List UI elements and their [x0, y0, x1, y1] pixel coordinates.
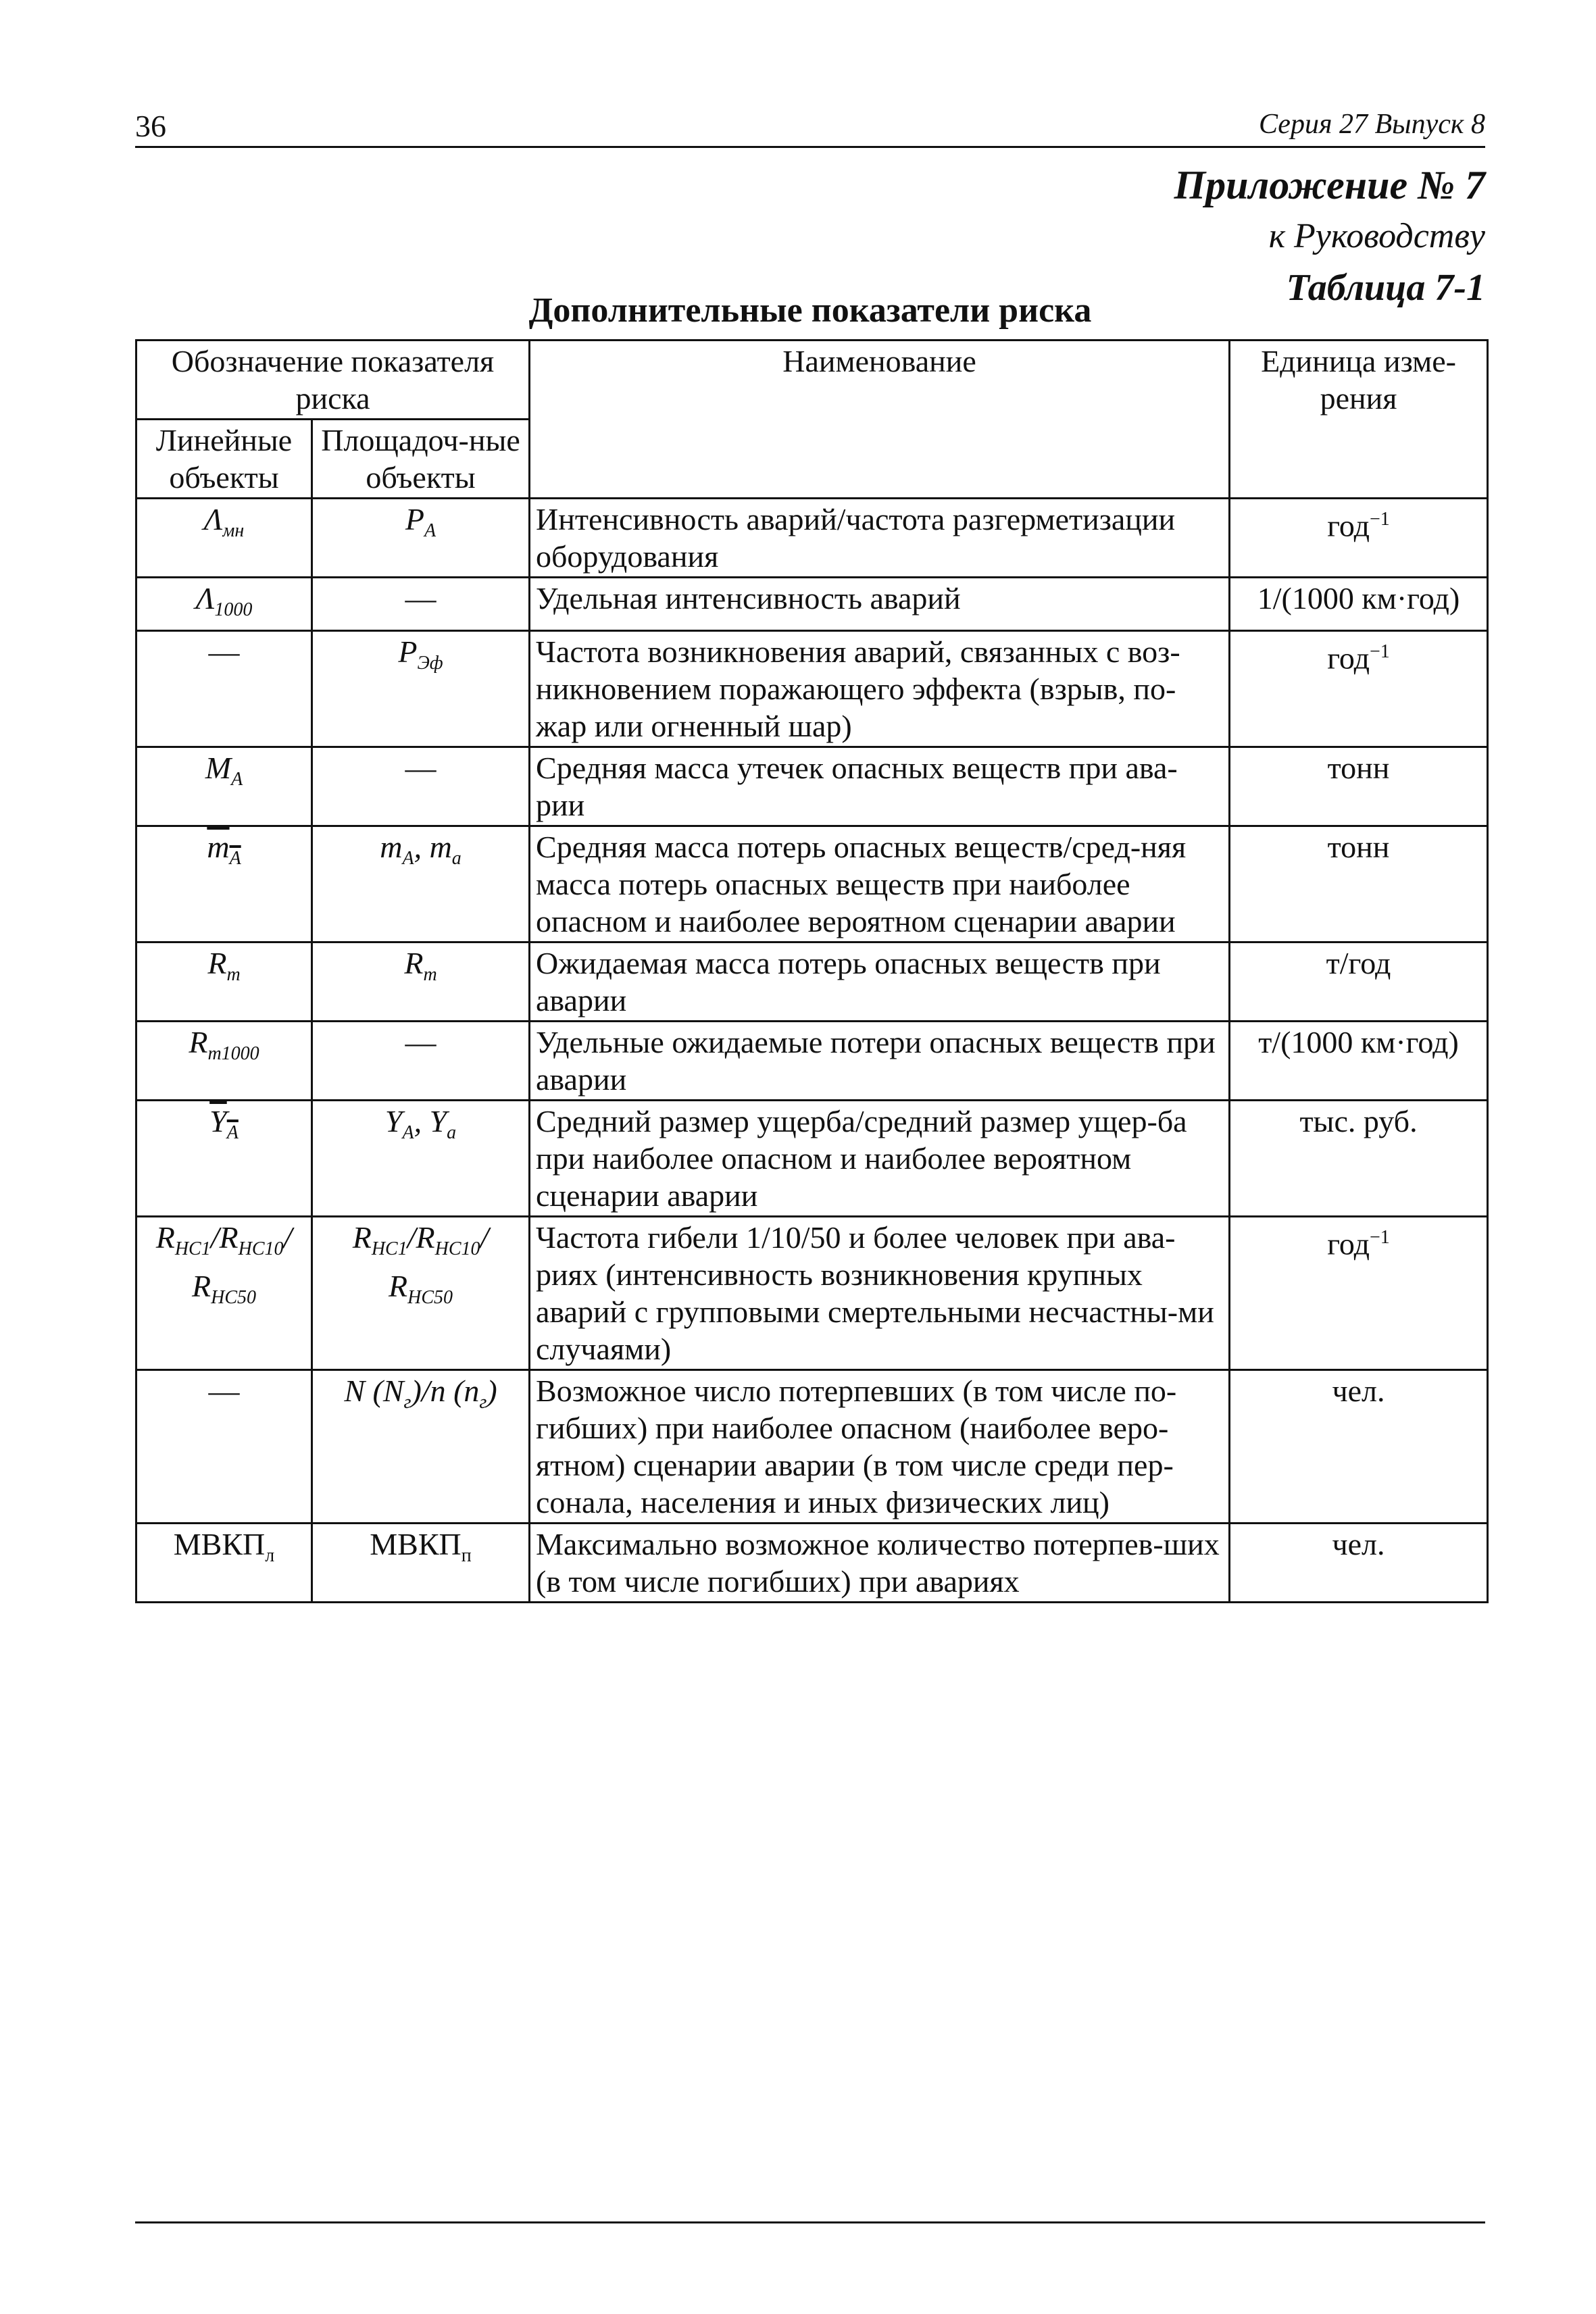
indicator-name: Удельная интенсивность аварий [530, 578, 1230, 631]
indicator-unit: год$^{-1}$ [1230, 631, 1488, 747]
linear-symbol: $МВКП_л$ [136, 1524, 312, 1603]
table-number: Таблица 7-1 [1286, 267, 1485, 309]
indicator-name: Средняя масса потерь опасных веществ/сред-няя масса потерь опасных веществ при наиболее опасном и наиболее вероятном сценарии аварии [530, 826, 1230, 942]
area-symbol: $P_A$ [312, 499, 530, 578]
indicator-unit: т/(1000 км·год) [1230, 1022, 1488, 1101]
indicator-unit: год$^{-1}$ [1230, 499, 1488, 578]
linear-symbol: $R_{НС1}/R_{НС10}/$ $R_{НС50}$ [136, 1217, 312, 1370]
indicator-unit: тыс. руб. [1230, 1101, 1488, 1217]
linear-symbol: $\Lambda_{1000}$ [136, 578, 312, 631]
linear-symbol: $m_A$ [136, 826, 312, 942]
risk-indicators-table [135, 339, 1489, 1603]
table-row [136, 1022, 1488, 1101]
appendix-reference: к Руководству [1268, 217, 1485, 255]
area-symbol: $m_A$, $m_a$ [312, 826, 530, 942]
linear-symbol: $Y_A$ [136, 1101, 312, 1217]
indicator-name: Ожидаемая масса потерь опасных веществ при аварии [530, 942, 1230, 1022]
indicator-name: Удельные ожидаемые потери опасных веществ при аварии [530, 1022, 1230, 1101]
indicator-unit: 1/(1000 км·год) [1230, 578, 1488, 631]
indicator-name: Средняя масса утечек опасных веществ при ава-рии [530, 747, 1230, 826]
table-row [136, 1370, 1488, 1524]
linear-symbol: — [136, 1370, 312, 1524]
page-header [135, 108, 1485, 148]
linear-symbol: $M_A$ [136, 747, 312, 826]
linear-symbol: $R_{m1000}$ [136, 1022, 312, 1101]
unit-header: Единица изме-рения [1230, 341, 1488, 499]
area-symbol: $МВКП_п$ [312, 1524, 530, 1603]
indicator-unit: тонн [1230, 747, 1488, 826]
linear-objects-header: Линейные объекты [136, 420, 312, 499]
area-symbol: $R_{НС1}/R_{НС10}/$ $R_{НС50}$ [312, 1217, 530, 1370]
linear-symbol: — [136, 631, 312, 747]
area-symbol: — [312, 1022, 530, 1101]
linear-symbol: $R_m$ [136, 942, 312, 1022]
table-row [136, 1101, 1488, 1217]
designation-header: Обозначение показателя риска [136, 341, 530, 420]
area-symbol: $R_m$ [312, 942, 530, 1022]
indicator-unit: чел. [1230, 1370, 1488, 1524]
table-row [136, 631, 1488, 747]
indicator-name: Частота возникновения аварий, связанных с воз-никновением поражающего эффекта (взрыв, по-жар или огненный шар) [530, 631, 1230, 747]
area-symbol: $P_{Эф}$ [312, 631, 530, 747]
name-header: Наименование [530, 341, 1230, 499]
indicator-name: Возможное число потерпевших (в том числе по-гибших) при наиболее опасном (наиболее веро-ятном) сценарии аварии (в том числе среди пер-сонала, населения и иных физических лиц) [530, 1370, 1230, 1524]
area-symbol: — [312, 747, 530, 826]
indicator-name: Интенсивность аварий/частота разгерметизации оборудования [530, 499, 1230, 578]
table-row [136, 942, 1488, 1022]
table-title: Дополнительные показатели риска [528, 291, 1092, 330]
table-row [136, 826, 1488, 942]
appendix-number: Приложение № 7 [1174, 163, 1485, 207]
indicator-name: Средний размер ущерба/средний размер ущер-ба при наиболее опасном и наиболее вероятном сценарии аварии [530, 1101, 1230, 1217]
linear-symbol: $\Lambda_{мн}$ [136, 499, 312, 578]
indicator-name: Частота гибели 1/10/50 и более человек при ава-риях (интенсивность возникновения крупных аварий с групповыми смертельными несчастны-ми случаями) [530, 1217, 1230, 1370]
header-row [136, 341, 1488, 420]
indicator-unit: тонн [1230, 826, 1488, 942]
table-row [136, 1217, 1488, 1370]
indicator-name: Максимально возможное количество потерпев-ших (в том числе погибших) при авариях [530, 1524, 1230, 1603]
page-bottom-rule [135, 2221, 1485, 2223]
indicator-unit: год$^{-1}$ [1230, 1217, 1488, 1370]
table-row [136, 499, 1488, 578]
area-symbol: $Y_A$, $Y_a$ [312, 1101, 530, 1217]
indicator-unit: т/год [1230, 942, 1488, 1022]
page-number: 36 [135, 109, 166, 143]
area-objects-header: Площадоч-ные объекты [312, 420, 530, 499]
area-symbol: N $(N_г)/n$ $(n_г)$ [312, 1370, 530, 1524]
indicator-unit: чел. [1230, 1524, 1488, 1603]
table-row [136, 578, 1488, 631]
area-symbol: — [312, 578, 530, 631]
series-label: Серия 27 Выпуск 8 [1259, 109, 1485, 140]
table-row [136, 1524, 1488, 1603]
table-row [136, 747, 1488, 826]
